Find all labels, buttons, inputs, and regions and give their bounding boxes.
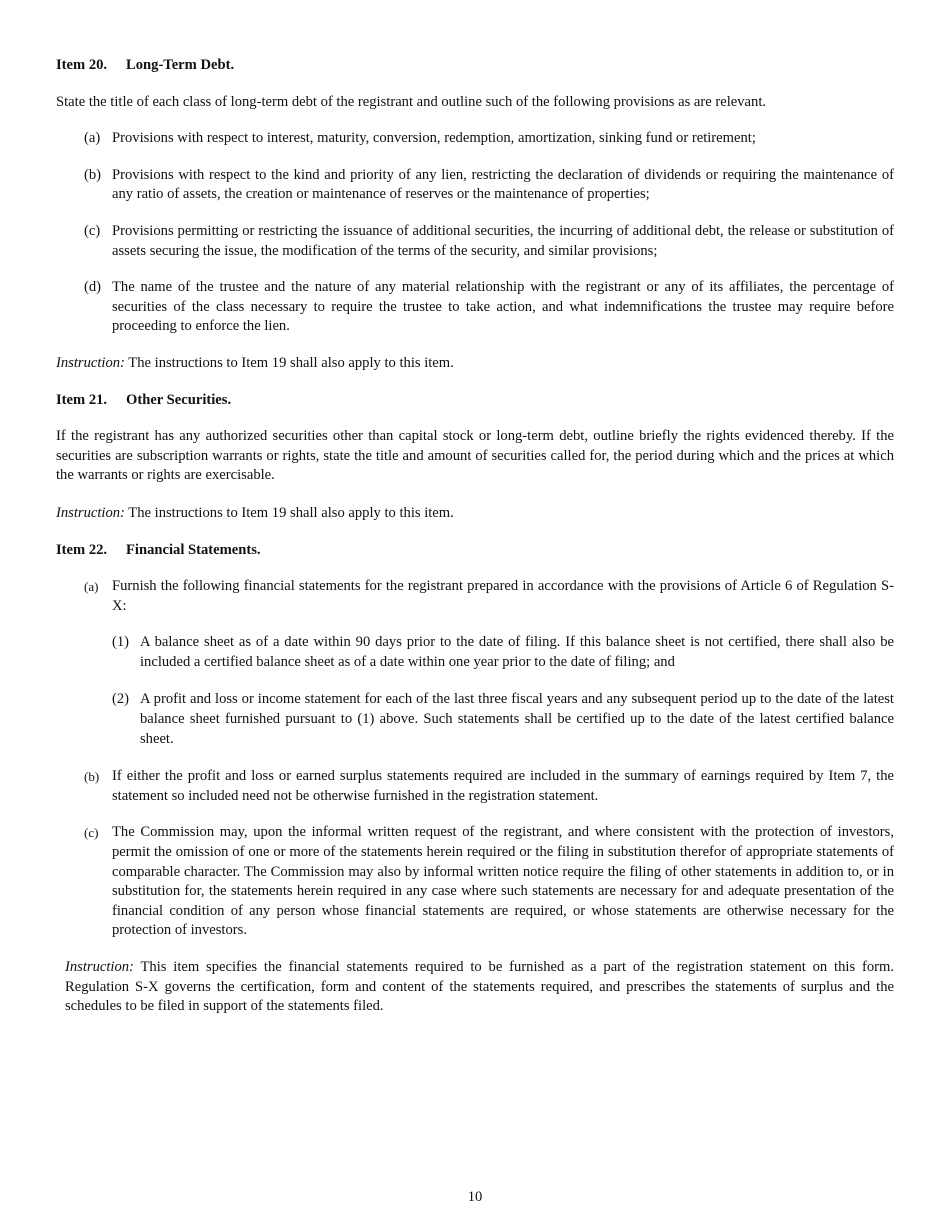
item-21-instruction bbox=[56, 504, 894, 524]
part-text: If either the profit and loss or earned surplus statements required are included in the summary of earnings required by Item 7, the statement so included need not be otherwise furnished in the registration statement. bbox=[112, 768, 894, 804]
item-20-provision-a bbox=[56, 129, 894, 149]
item-22-number: Item 22. bbox=[56, 541, 108, 558]
document-page bbox=[56, 56, 894, 1017]
sub-marker: (1) bbox=[112, 634, 130, 651]
item-22-part-a-sub-2 bbox=[56, 690, 894, 749]
item-21-body: If the registrant has any authorized securities other than capital stock or long-term debt, outline briefly the rights evidenced thereby. If the securities are subscription warrants or rights, state the title and amount of securities called for, the period during which and the prices at which the warrants or rights are exercisable. bbox=[56, 428, 894, 484]
instruction-label: Instruction: bbox=[56, 504, 125, 521]
item-21-heading bbox=[56, 391, 894, 411]
provision-marker: (b) bbox=[84, 166, 102, 183]
item-20-intro: State the title of each class of long-term debt of the registrant and outline such of the following provisions as are relevant. bbox=[56, 93, 767, 110]
page-number: 10 bbox=[467, 1189, 483, 1205]
item-22-part-b bbox=[56, 767, 894, 806]
part-text: The Commission may, upon the informal written request of the registrant, and where consistent with the protection of investors, permit the omission of one or more of the statements herein required or the filing in substitution therefor of appropriate statements of comparable character. The Commission may also by informal written notice require the filing of other statements in addition to, or in substitution for, the statements herein required in any case where such statements are necessary for and adequate presentation of the financial condition of any person whose financial statements are required, or whose statements are otherwise necessary for the protection of investors. bbox=[112, 824, 894, 939]
instruction-text: This item specifies the financial statements required to be furnished as a part of the registration statement on this form. Regulation S-X governs the certification, form and content of the statements required, and prescribes the statements of surplus and the schedules to be filed in support of the statements filed. bbox=[65, 959, 894, 1015]
item-21-number: Item 21. bbox=[56, 391, 108, 408]
provision-text: The name of the trustee and the nature of any material relationship with the registrant or any of its affiliates, the percentage of securities of the class necessary to require the trustee to take action, and what indemnifications the trustee may require before proceeding to enforce the lien. bbox=[112, 279, 894, 335]
instruction-text: The instructions to Item 19 shall also apply to this item. bbox=[124, 504, 454, 521]
provision-marker: (a) bbox=[84, 130, 101, 147]
provision-text: Provisions with respect to the kind and priority of any lien, restricting the declaration of dividends or requiring the maintenance of any ratio of assets, the creation or maintenance of reserves or the maintenance of properties; bbox=[112, 166, 894, 203]
item-22-part-a-sub-1 bbox=[56, 633, 894, 672]
provision-marker: (d) bbox=[84, 279, 102, 296]
instruction-label: Instruction: bbox=[56, 354, 125, 371]
instruction-text: The instructions to Item 19 shall also apply to this item. bbox=[124, 354, 454, 371]
item-20-number: Item 20. bbox=[56, 57, 108, 73]
item-22-heading bbox=[56, 541, 894, 561]
item-20-provision-c bbox=[56, 222, 894, 261]
provision-marker: (c) bbox=[84, 222, 101, 239]
sub-text: A balance sheet as of a date within 90 days prior to the date of filing. If this balance sheet is not certified, there shall also be included a certified balance sheet as of a date within one year prior to the date of filing; and bbox=[140, 634, 894, 670]
provision-text: Provisions with respect to interest, maturity, conversion, redemption, amortization, sinking fund or retirement; bbox=[112, 130, 756, 147]
part-marker: (b) bbox=[84, 769, 100, 785]
part-text: Furnish the following financial statements for the registrant prepared in accordance with the provisions of Article 6 of Regulation S-X: bbox=[112, 578, 894, 614]
sub-marker: (2) bbox=[112, 691, 130, 708]
item-20-provision-d bbox=[56, 278, 894, 337]
part-marker: (c) bbox=[84, 825, 99, 841]
instruction-label: Instruction: bbox=[65, 959, 134, 975]
item-22-part-a bbox=[56, 577, 894, 616]
sub-text: A profit and loss or income statement for each of the last three fiscal years and any subsequent period up to the date of the latest balance sheet furnished pursuant to (1) above. Such statements shall be certified up to the date of the latest certified balance sheet. bbox=[140, 691, 894, 747]
item-22-instruction bbox=[56, 958, 894, 1017]
item-22-title: Financial Statements. bbox=[126, 541, 261, 558]
item-20-provision-b bbox=[56, 166, 894, 205]
item-20-title: Long-Term Debt. bbox=[126, 57, 235, 73]
part-marker: (a) bbox=[84, 579, 99, 595]
item-22-part-c bbox=[56, 823, 894, 941]
provision-text: Provisions permitting or restricting the issuance of additional securities, the incurring of additional debt, the release or substitution of assets securing the issue, the modification of the terms of the security, and similar provisions; bbox=[112, 222, 894, 259]
item-20-instruction bbox=[56, 354, 894, 374]
item-21-title: Other Securities. bbox=[126, 391, 232, 408]
item-20-heading bbox=[56, 56, 894, 76]
